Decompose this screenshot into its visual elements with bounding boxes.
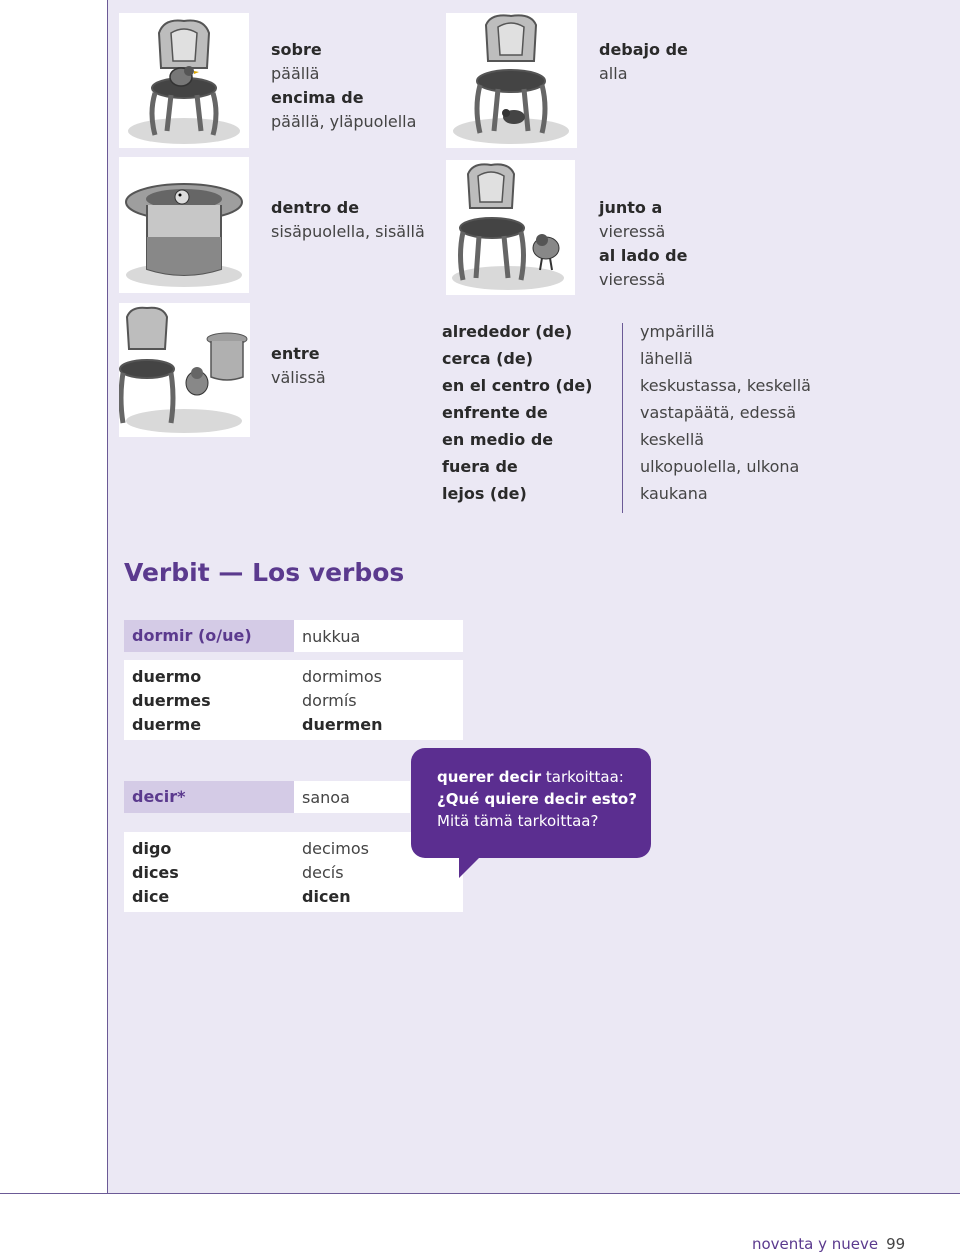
prep-entre-es: entre [271,344,320,363]
left-margin-line [107,0,108,1194]
dormir-1s: duermo [132,667,202,686]
dormir-1p: dormimos [302,667,382,686]
prep-item-fi: ulkopuolella, ulkona [640,457,800,476]
decir-3p: dicen [302,887,351,906]
decir-infinitive-cell [124,781,294,813]
dormir-3p: duermen [302,715,383,734]
bubble-phrase-meaning: tarkoittaa: [541,768,624,786]
prep-item-es: en el centro (de) [442,376,593,395]
prep-item-fi: keskustassa, keskellä [640,376,811,395]
dormir-2p: dormís [302,691,357,710]
dormir-2s: duermes [132,691,211,710]
dormir-3s: duerme [132,715,202,734]
prep-item-es: en medio de [442,430,554,449]
illustration-bird-between [119,303,250,437]
prep-spanish-list [442,318,592,507]
prep-debajo [599,38,688,86]
speech-bubble-tail [459,856,481,878]
decir-translation-cell [294,781,410,813]
prep-item-es: enfrente de [442,403,548,422]
decir-singular [132,837,179,909]
prep-dentro-fi: sisäpuolella, sisällä [271,222,425,241]
list-separator [622,323,623,513]
prep-item-es: lejos (de) [442,484,527,503]
illustration-bird-in-hat [119,157,249,293]
prep-encima-fi: päällä, yläpuolella [271,112,417,131]
footer-text: noventa y nueve [752,1235,879,1253]
prep-item-es: cerca (de) [442,349,534,368]
prep-dentro-es: dentro de [271,198,360,217]
section-title: Verbit — Los verbos [124,558,405,587]
decir-1s: digo [132,839,172,858]
prep-item-es: alrededor (de) [442,322,573,341]
dormir-conjugation [124,660,463,740]
dormir-infinitive-cell [124,620,294,652]
prep-item-fi: vastapäätä, edessä [640,403,797,422]
prep-junto-es: junto a [599,198,663,217]
bubble-example-es: ¿Qué quiere decir esto? [437,790,637,808]
prep-item-fi: keskellä [640,430,705,449]
prep-debajo-fi: alla [599,64,628,83]
prep-item-fi: kaukana [640,484,708,503]
decir-1p: decimos [302,839,369,858]
bubble-phrase: querer decir [437,768,542,786]
prep-sobre-es: sobre [271,40,322,59]
dormir-plural [302,665,383,737]
prep-finnish-list [640,318,811,507]
prep-junto-fi: vieressä [599,222,666,241]
prep-allado-es: al lado de [599,246,688,265]
decir-plural [302,837,369,909]
prep-junto [599,196,687,292]
page-number: 99 [886,1235,906,1253]
decir-2s: dices [132,863,179,882]
prep-item-es: fuera de [442,457,518,476]
bottom-margin-line [0,1193,960,1194]
prep-allado-fi: vieressä [599,270,666,289]
decir-translation: sanoa [302,788,350,807]
dormir-translation: nukkua [302,627,361,646]
illustration-bird-next-to-chair [446,160,575,295]
illustration-bird-on-chair [119,13,249,148]
prep-sobre-fi: päällä [271,64,320,83]
prep-dentro [271,196,425,244]
illustration-bird-under-chair [446,13,577,148]
prep-entre-fi: välissä [271,368,326,387]
prep-item-fi: lähellä [640,349,693,368]
decir-infinitive: decir* [132,787,186,806]
dormir-infinitive: dormir (o/ue) [132,626,252,645]
decir-2p: decís [302,863,344,882]
bubble-example-fi: Mitä tämä tarkoittaa? [437,812,599,830]
dormir-singular [132,665,211,737]
prep-encima-es: encima de [271,88,364,107]
prep-item-fi: ympärillä [640,322,715,341]
dormir-translation-cell [294,620,463,652]
page-footer [752,1235,905,1253]
prep-sobre [271,38,416,134]
prep-debajo-es: debajo de [599,40,688,59]
prep-entre [271,342,326,390]
speech-bubble-text [437,766,637,832]
decir-3s: dice [132,887,170,906]
